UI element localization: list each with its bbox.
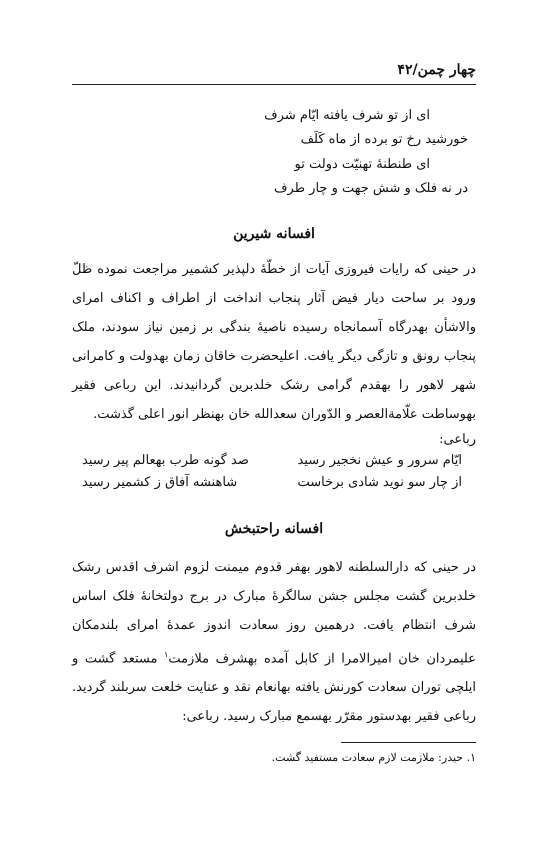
- rubai-label: رباعی:: [439, 432, 476, 447]
- rubai-line-1: [82, 453, 462, 468]
- poem-line-2: خورشید رخ تو برده از ماه کَلَف: [300, 132, 468, 147]
- header-rule: [72, 84, 476, 85]
- footnote-rule: [341, 742, 476, 743]
- rubai-hemistich: صد گونه طرب بهعالم پیر رسید: [82, 453, 249, 468]
- section-paragraph-shirin: [72, 255, 476, 429]
- section-paragraph-rahatbakhsh: [72, 553, 476, 731]
- paragraph-text: در حینی که دارالسلطنه لاهور بهفر قدوم میمنت لزوم اشرف اقدس رشک خلدبرین گشت مجلس جشن سالگرهٔ مبارک در برج دولتخانهٔ فلک اساس شرف انتظام یافت. درهمین روز سعادت اندوز عمدهٔ امرای بلندمکان علیمردان خان امیرالامرا از کابل آمده بهشرف ملازمت: [72, 560, 476, 667]
- poem-line-3: ای طنطنهٔ تهنیّت دولت تو: [294, 157, 430, 172]
- section-title-shirin: افسانه شیرین: [233, 226, 315, 242]
- footnote: ۱. حیدر: ملازمت لازم سعادت مستفید گشت.: [271, 751, 476, 764]
- footnote-marker: ۱: [164, 650, 169, 659]
- rubai-hemistich: شاهنشه آفاق ز کشمیر رسید: [82, 475, 238, 490]
- section-title-rahatbakhsh: افسانه راحتبخش: [224, 521, 324, 537]
- rubai-hemistich: از چار سو نوید شادی برخاست: [297, 475, 462, 490]
- rubai-line-2: [82, 475, 462, 490]
- rubai-hemistich: ایّام سرور و عیش نخجیر رسید: [297, 453, 462, 468]
- paragraph-text: در حینی که رایات فیروزی آیات از خطّهٔ دلپذیر کشمیر مراجعت نموده ظلّ ورود بر ساحت دیار فیض آثار پنجاب انداخت از اطراف و اکناف امرای والاشأن بهدرگاه آسمانجاه رسیده ناصیهٔ بندگی بر زمین نیاز سودند، ملک پنجاب رونق و تازگی دیگر یافت. اعلیحضرت خاقان زمان بهدولت و کامرانی شهر لاهور را بهقدم گرامی رشک خلدبرین گردانیدند. این رباعی فقیر بهوساطت علّامةالعصر و الدّوران سعدالله خان بهنظر انور اعلی گذشت.: [72, 262, 476, 422]
- paragraph-text: مستعد گشت و ایلچی توران سعادت کورنش یافته بهانعام نقد و عنایت خلعت سربلند گردید. رباعی فقیر بهدستور مقرّر بهسمع مبارک رسید. رباعی:: [72, 651, 476, 725]
- poem-line-4: در نه فلک و شش جهت و چار طرف: [274, 181, 468, 196]
- page-header: چهار چمن/۴۲: [397, 62, 476, 78]
- poem-line-1: ای از تو شرف یافته ایّام شرف: [264, 108, 430, 123]
